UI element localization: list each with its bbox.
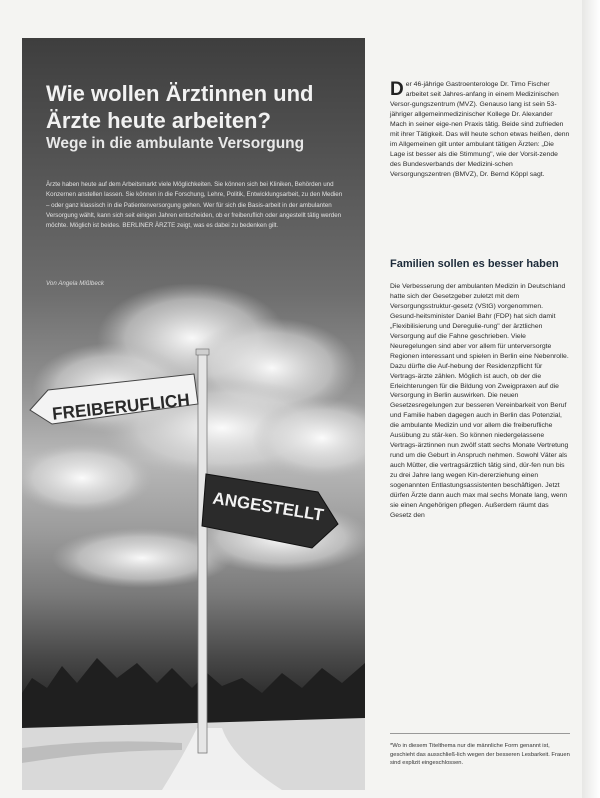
sign-freiberuflich-label: FREIBERUFLICH <box>51 389 194 424</box>
body-paragraph-2: Die Verbesserung der ambulanten Medizin in Deutschland hatte sich der Gesetzgeber zuletzt mit dem Versorgungsstruktur-gesetz (VStG) vorgenommen. Gesund-heitsminister Daniel Bahr (FDP) hat sich damit „Flexibilisierung und Deregulie-rung" der ärztlichen Versorgung auf die Fahne geschrieben. Viele Neuregelungen sind aber vor allem für unterversorgte Regionen interessant und spielen in Berlin eine Nebenrolle. Dazu dürfte die Auf-hebung der Residenzpflicht für Vertrags-ärzte zählen. Möglich ist auch, ob der die Erleichterungen für die Bildung von Zweigpraxen auf die Versorgung in Berlin auswirken. Die neuen Gesetzesregelungen zur besseren Vereinbarkeit von Beruf und Familie haben dagegen auch in Berlin das Potenzial, die ambulante Medizin und vor allem die freiberufliche Ausübung zu stär-ken. So können niedergelassene Vertrags-ärztinnen nun zwölf statt sechs Monate Vertretung rund um die Geburt in Anspruch nehmen. Sowohl Väter als auch Mütter, die vertragsärztlich tätig sind, dür-fen nun bis zu drei Jahre lang wegen Kin-dererziehung einen sogenannten Entlastungsassistenten beschäftigen. Jetzt dürfen Ärzte dann auch max mal sechs Monate lang, wenn sie einen Angehörigen pflegen. Außerdem räumt das Gesetz den <box>390 283 569 519</box>
body-paragraph-1: er 46-jährige Gastroenterologe Dr. Timo Fischer arbeitet seit Jahres-anfang in einem Medizinischen Versor-gungszentrum (MVZ). Genauso lang ist sein 53-jähriger allgemeinmedizinischer Kollege Dr. Alexander Mach in seiner eige-nen Praxis tätig. Beide sind zufrieden mit ihrer Tätigkeit. Das will heute schon etwas heißen, denn im Allgemeinen gilt unter ambulant tätigen Ärzten: „Die Lage ist besser als die Stimmung", wie der Vorsit-zende des Bundesverbands der Medizini-schen Versorgungszentren (BMVZ), Dr. Bernd Köppl sagt. <box>390 81 570 178</box>
section-heading: Familien sollen es besser haben <box>390 258 559 270</box>
page-edge <box>582 0 600 798</box>
footnote-divider <box>390 733 570 734</box>
article-author: Von Angela Mißlbeck <box>46 280 105 287</box>
body-column-intro <box>390 80 570 180</box>
sign-angestellt-label: ANGESTELLT <box>211 488 326 525</box>
footnote: *Wo in diesem Titelthema nur die männliche Form genannt ist, geschieht das ausschließ-lich wegen der besseren Lesbarkeit. Frauen sind explizit eingeschlossen. <box>390 743 570 767</box>
article-title: Wie wollen Ärztinnen und Ärzte heute arbeiten? <box>46 81 314 133</box>
drop-cap: D <box>390 79 404 100</box>
article-lead: Ärzte haben heute auf dem Arbeitsmarkt viele Möglichkeiten. Sie können sich bei Kliniken, Behörden und Konzernen anstellen lassen. Sie können in die Forschung, Lehre, Politik, Entwicklungsarbeit, zu den Medien – oder ganz klassisch in die Patientenversorgung gehen. Wer für sich die Basis-arbeit in der ambulanten Versorgung wählt, kann sich seit einigen Jahren entscheiden, ob er freiberuflich oder angestellt tätig werden möchte. Möglich ist beides. BERLINER ÄRZTE zeigt, was es dabei zu bedenken gilt. <box>46 181 343 230</box>
sign-pole <box>198 353 207 753</box>
body-column-main <box>390 282 570 521</box>
article-subtitle: Wege in die ambulante Versorgung <box>46 135 305 152</box>
